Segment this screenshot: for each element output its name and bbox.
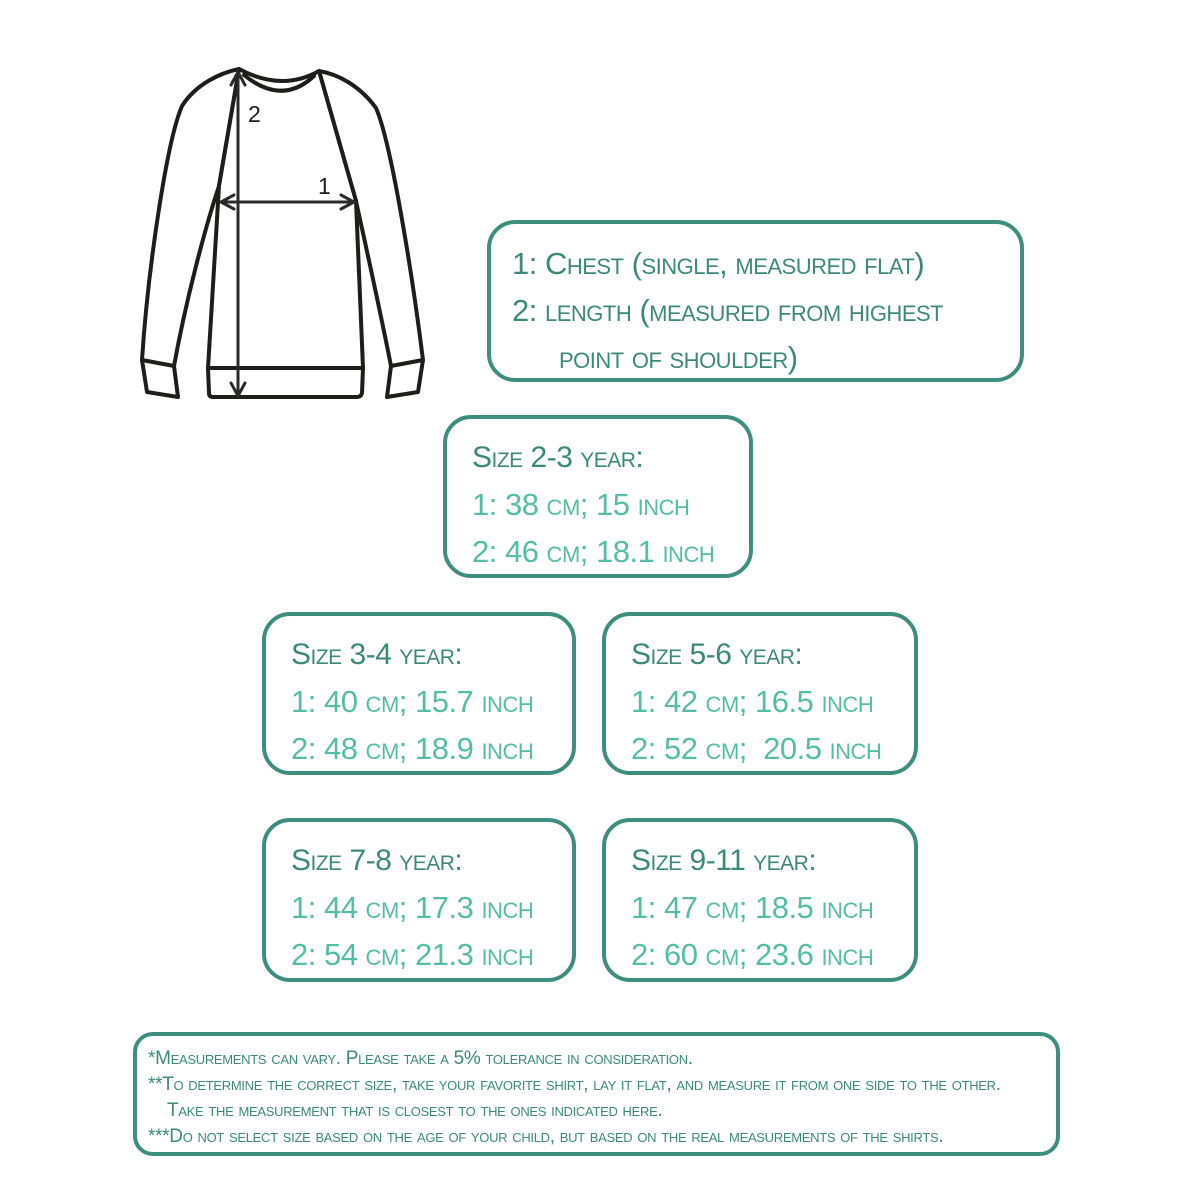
note-tolerance: *Measurements can vary. Please take a 5% tolerance in consideration.: [148, 1048, 693, 1069]
note-how-to-measure-cont: Take the measurement that is closest to the ones indicated here.: [167, 1100, 663, 1121]
chest-measurement: 1: 38 cm; 15 inch: [472, 487, 690, 522]
measurement-legend-box: [487, 220, 1024, 382]
legend-chest-line: 1: Chest (single, measured flat): [512, 246, 925, 281]
chest-measurement: 1: 42 cm; 16.5 inch: [631, 684, 874, 719]
length-measurement: 2: 60 cm; 23.6 inch: [631, 937, 874, 972]
size-box-3-4-year: [262, 612, 576, 775]
length-arrow-label: 2: [248, 101, 261, 127]
notes-box: [133, 1032, 1060, 1156]
chest-measurement: 1: 47 cm; 18.5 inch: [631, 890, 874, 925]
chest-measurement: 1: 44 cm; 17.3 inch: [291, 890, 534, 925]
size-title: Size 7-8 year:: [291, 844, 463, 877]
length-measurement: 2: 54 cm; 21.3 inch: [291, 937, 534, 972]
chest-measurement: 1: 40 cm; 15.7 inch: [291, 684, 534, 719]
length-measurement: 2: 52 cm; 20.5 inch: [631, 731, 882, 766]
sweater-diagram: [120, 50, 460, 420]
note-age-warning: ***Do not select size based on the age of your child, but based on the real measurements of the shirts.: [148, 1126, 944, 1147]
size-box-2-3-year: [443, 415, 753, 578]
size-title: Size 9-11 year:: [631, 844, 817, 877]
size-title: Size 5-6 year:: [631, 638, 803, 671]
size-box-5-6-year: [602, 612, 918, 775]
chest-arrow-label: 1: [318, 173, 331, 199]
size-title: Size 2-3 year:: [472, 441, 644, 474]
size-box-7-8-year: [262, 818, 576, 982]
length-measurement: 2: 48 cm; 18.9 inch: [291, 731, 534, 766]
length-measurement: 2: 46 cm; 18.1 inch: [472, 534, 715, 569]
note-how-to-measure: **To determine the correct size, take your favorite shirt, lay it flat, and measure it from one side to the other.: [148, 1074, 1001, 1095]
legend-length-line-cont: point of shoulder): [559, 340, 798, 375]
legend-length-line: 2: length (measured from highest: [512, 293, 944, 328]
size-box-9-11-year: [602, 818, 918, 982]
size-title: Size 3-4 year:: [291, 638, 463, 671]
